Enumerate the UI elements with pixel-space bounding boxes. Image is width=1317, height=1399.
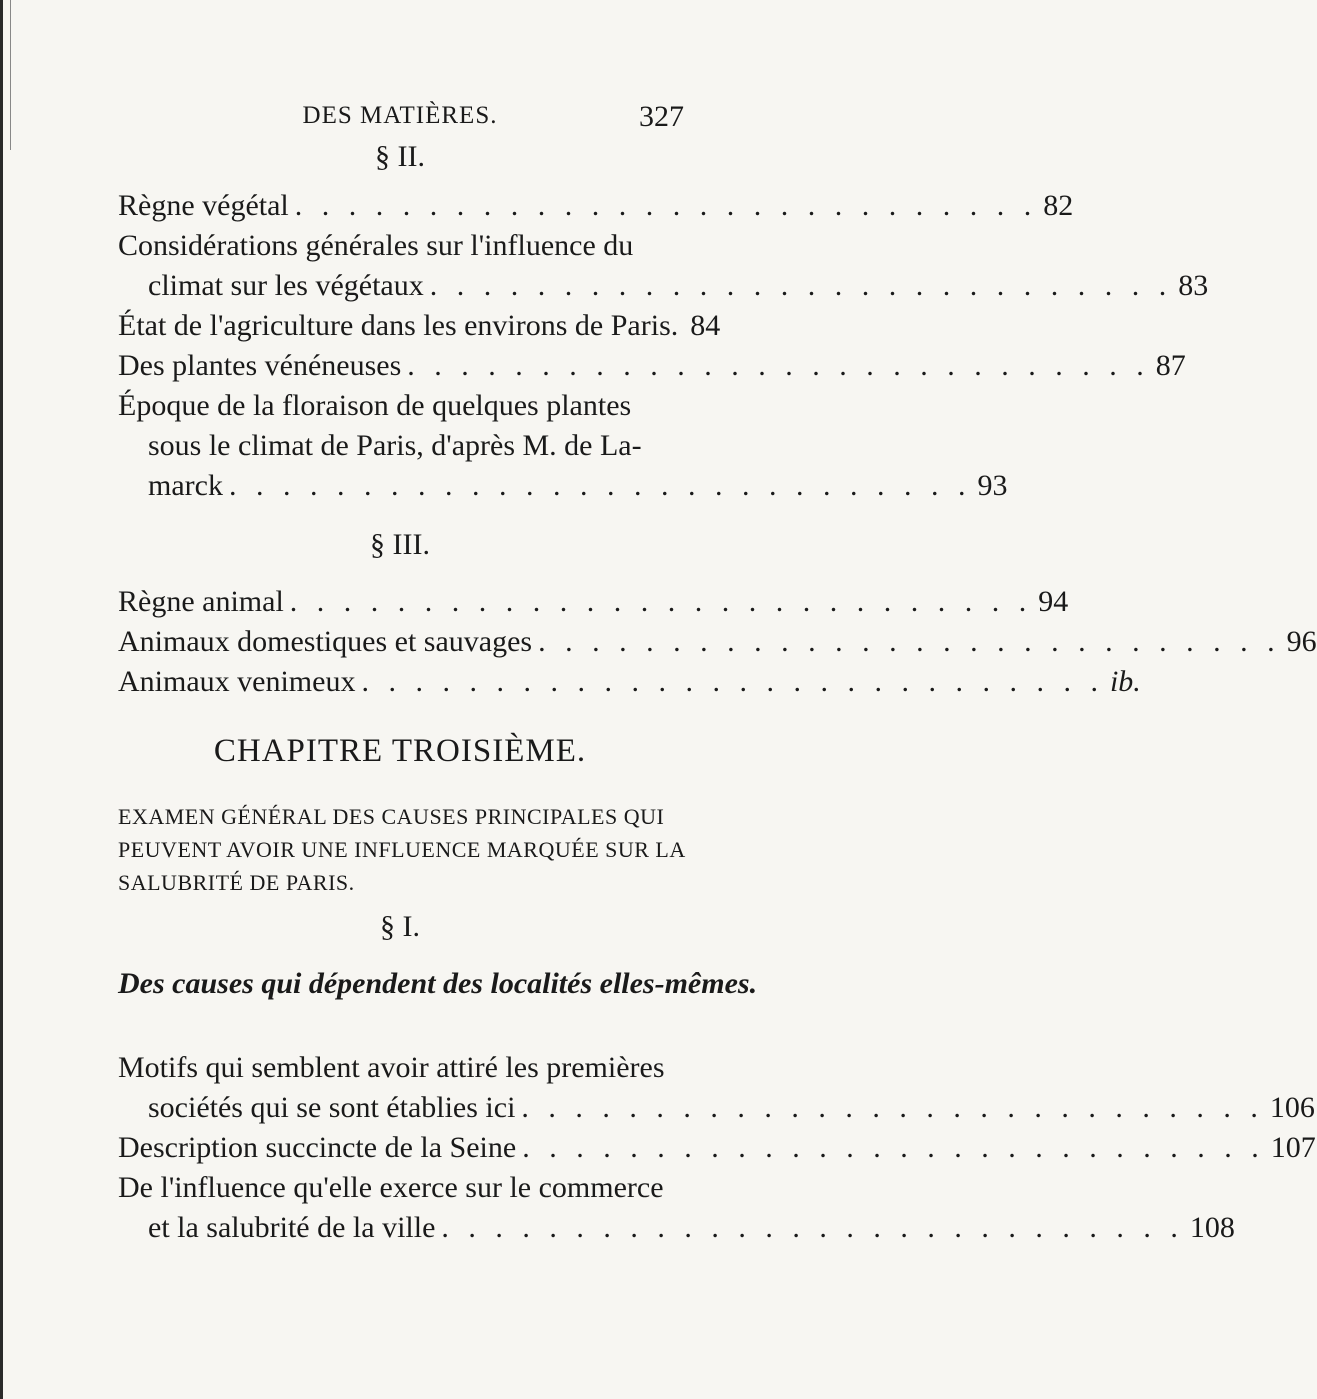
section-1-subtitle: Des causes qui dépendent des localités elles-mêmes. xyxy=(118,967,758,1000)
section-3-mark: § III. xyxy=(370,528,430,561)
toc-entry: Époque de la floraison de quelques plantes sous le climat de Paris, d'après M. de La- marck . . . . . . . . . . . . . . . . . . . . . . . . . . . . 93 xyxy=(118,386,688,506)
running-title: DES MATIÈRES. xyxy=(302,102,498,129)
chapter-title: CHAPITRE TROISIÈME. xyxy=(213,733,587,769)
toc-page-number: ib. xyxy=(1109,665,1141,698)
toc-entry: Description succincte de la Seine . . . . . . . . . . . . . . . . . . . . . . . . . . . . 107 xyxy=(118,1128,688,1168)
toc-entry: État de l'agriculture dans les environs de Paris. 84 xyxy=(118,306,688,346)
toc-page-number: 87 xyxy=(1155,349,1186,382)
toc-entry: Motifs qui semblent avoir attiré les premières sociétés qui se sont établies ici . . . . . . . . . . . . . . . . . . . . . . . . . . . . 106 xyxy=(118,1048,688,1128)
toc-entry: Règne végétal . . . . . . . . . . . . . . . . . . . . . . . . . . . . 82 xyxy=(118,186,688,226)
toc-entry: Règne animal . . . . . . . . . . . . . . . . . . . . . . . . . . . . 94 xyxy=(118,582,688,622)
toc-page-number: 107 xyxy=(1270,1131,1316,1164)
toc-page-number: 106 xyxy=(1269,1091,1315,1124)
section-1-mark: § I. xyxy=(380,910,420,943)
toc-page-number: 82 xyxy=(1043,189,1074,222)
page-number: 327 xyxy=(639,100,684,133)
toc-page-number: 93 xyxy=(977,469,1008,502)
toc-page-number: 83 xyxy=(1178,269,1209,302)
section-2-mark: § II. xyxy=(375,140,425,173)
toc-entry: Animaux venimeux . . . . . . . . . . . . . . . . . . . . . . . . . . . . ib. xyxy=(118,662,688,702)
toc-page-number: 108 xyxy=(1189,1211,1235,1244)
toc-page-number: 94 xyxy=(1038,585,1069,618)
toc-entry: Considérations générales sur l'influence du climat sur les végétaux . . . . . . . . . . . . . . . . . . . . . . . . . . . . 83 xyxy=(118,226,688,306)
binding-edge xyxy=(0,0,3,1399)
toc-entry: De l'influence qu'elle exerce sur le commerce et la salubrité de la ville . . . . . . . . . . . . . . . . . . . . . . . . . . . . 108 xyxy=(118,1168,688,1248)
page-header xyxy=(0,100,800,140)
toc-page-number: 84 xyxy=(690,309,721,342)
toc-page-number: 96 xyxy=(1286,625,1317,658)
toc-entry: Des plantes vénéneuses . . . . . . . . . . . . . . . . . . . . . . . . . . . . 87 xyxy=(118,346,688,386)
chapter-summary: EXAMEN GÉNÉRAL DES CAUSES PRINCIPALES QUI PEUVENT AVOIR UNE INFLUENCE MARQUÉE SUR LA SALUBRITÉ DE PARIS. xyxy=(118,804,685,895)
toc-entry: Animaux domestiques et sauvages . . . . . . . . . . . . . . . . . . . . . . . . . . . . 96 xyxy=(118,622,688,662)
